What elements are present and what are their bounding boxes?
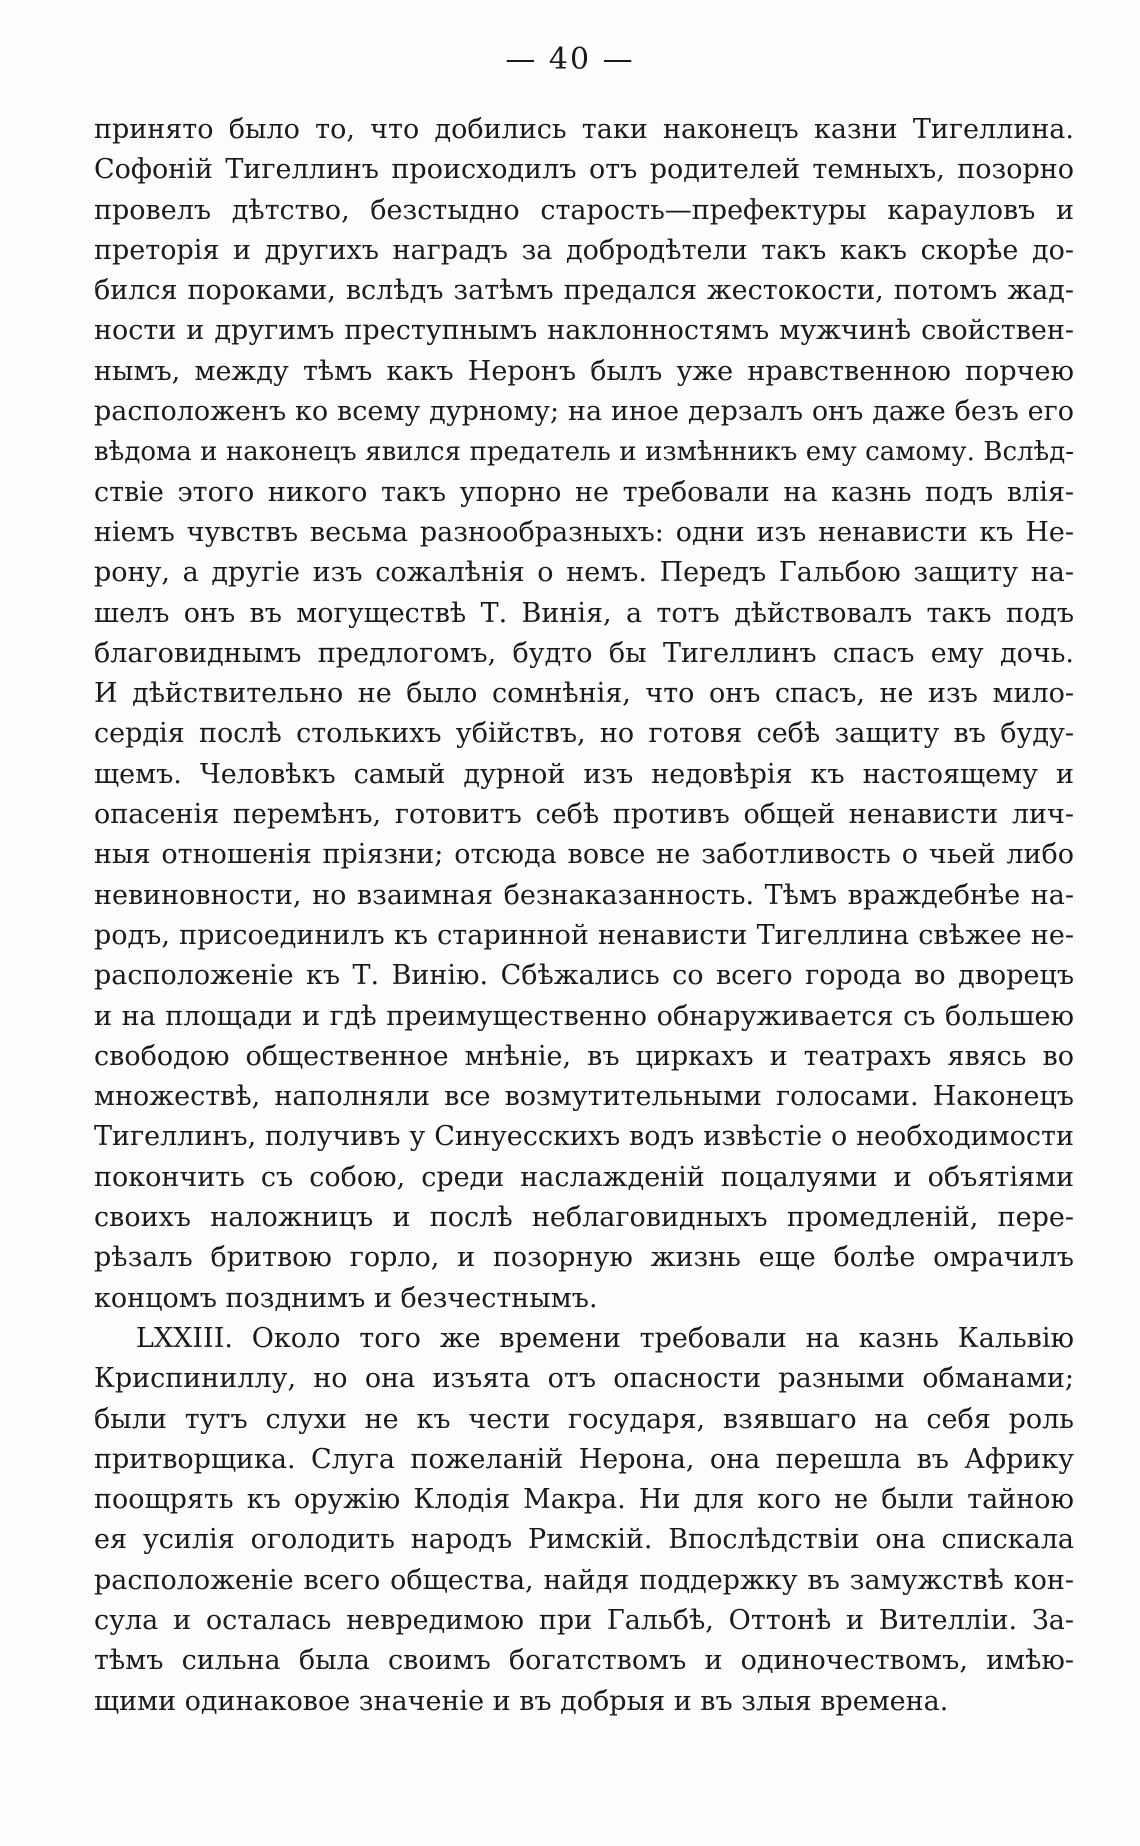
text-line: щемъ. Человѣкъ самый дурной изъ недовѣрія къ настоящему и (94, 758, 1074, 790)
text-line: бился пороками, вслѣдъ затѣмъ предался жестокости, потомъ жад- (94, 275, 1074, 307)
text-line: ствіе этого никого такъ упорно не требовали на казнь подъ влія- (94, 476, 1074, 508)
text-line: шелъ онъ въ могуществѣ Т. Винія, а тотъ дѣйствовалъ такъ подъ (94, 597, 1074, 629)
text-line: Криспиниллу, но она изъята отъ опасности разными обманами; (94, 1363, 1074, 1395)
text-line: тѣмъ сильна была своимъ богатствомъ и одиночествомъ, имѣю- (94, 1645, 1074, 1677)
text-line: расположеніе къ Т. Винію. Сбѣжались со всего города во дворецъ (94, 960, 1074, 992)
text-line: Тигеллинъ, получивъ у Синуесскихъ водъ извѣстіе о необходимости (94, 1121, 1074, 1153)
text-line: концомъ позднимъ и безчестнымъ. (94, 1282, 598, 1314)
text-line: ея усилія оголодить народъ Римскій. Впослѣдствіи она спискала (94, 1524, 1074, 1556)
text-line: благовиднымъ предлогомъ, будто бы Тигеллинъ спасъ ему дочь. (94, 637, 1074, 669)
text-line: рѣзалъ бритвою горло, и позорную жизнь еще болѣе омрачилъ (94, 1242, 1074, 1274)
text-line: сердія послѣ столькихъ убійствъ, но готовя себѣ защиту въ буду- (94, 718, 1074, 750)
text-line: И дѣйствительно не было сомнѣнія, что онъ спасъ, не изъ мило- (94, 678, 1074, 710)
text-line: ніемъ чувствъ весьма разнообразныхъ: одни изъ ненависти къ Не- (94, 516, 1074, 548)
text-line: принято было то, что добились таки наконецъ казни Тигеллина. (94, 114, 1074, 145)
text-line: Софоній Тигеллинъ происходилъ отъ родителей темныхъ, позорно (94, 154, 1074, 186)
text-line: расположенъ ко всему дурному; на иное дерзалъ онъ даже безъ его (94, 396, 1074, 428)
text-line: были тутъ слухи не къ чести государя, взявшаго на себя роль (94, 1403, 1074, 1435)
text-line: свободою общественное мнѣніе, въ циркахъ и театрахъ явясь во (94, 1040, 1074, 1072)
text-line: преторія и другихъ наградъ за добродѣтели такъ какъ скорѣе до- (94, 234, 1074, 266)
text-line: нымъ, между тѣмъ какъ Неронъ былъ уже нравственною порчею (94, 355, 1074, 387)
text-line: вѣдома и наконецъ явился предатель и измѣнникъ ему самому. Вслѣд- (94, 437, 1074, 468)
text-line: сула и осталась невредимою при Гальбѣ, Оттонѣ и Вителліи. За- (94, 1604, 1074, 1636)
body-text (94, 110, 1074, 1722)
text-line: множествѣ, наполняли все возмутительными голосами. Наконецъ (94, 1081, 1074, 1113)
text-line: поощрять къ оружію Клодія Макра. Ни для кого не были тайною (94, 1484, 1074, 1516)
text-line: ности и другимъ преступнымъ наклонностямъ мужчинѣ свойствен- (94, 315, 1074, 347)
text-line: невиновности, но взаимная безнаказанность. Тѣмъ враждебнѣе на- (94, 879, 1074, 911)
text-line: своихъ наложницъ и послѣ неблаговидныхъ промедленій, пере- (94, 1202, 1074, 1234)
text-line: притворщика. Слуга пожеланій Нерона, она перешла въ Африку (94, 1443, 1074, 1475)
text-line: LXXIII. Около того же времени требовали на казнь Кальвію (136, 1322, 1074, 1354)
text-line: и на площади и гдѣ преимущественно обнаруживается съ большею (94, 1000, 1074, 1032)
text-line: провелъ дѣтство, безстыдно старость—префектуры карауловъ и (94, 194, 1074, 226)
page-number: — 40 — (505, 42, 635, 77)
text-line: опасенія перемѣнъ, готовитъ себѣ противъ общей ненависти лич- (94, 799, 1074, 831)
paragraph-2 (94, 1319, 1074, 1722)
text-line: рону, а другіе изъ сожалѣнія о немъ. Передъ Гальбою защиту на- (94, 557, 1074, 589)
text-line: расположеніе всего общества, найдя поддержку въ замужствѣ кон- (94, 1564, 1074, 1596)
paragraph-1 (94, 110, 1074, 1319)
text-line: родъ, присоединилъ къ старинной ненависти Тигеллина свѣжее не- (94, 919, 1074, 951)
text-line: ныя отношенія пріязни; отсюда вовсе не заботливость о чьей либо (94, 839, 1074, 871)
text-line: щими одинаковое значеніе и въ добрыя и въ злыя времена. (94, 1685, 949, 1717)
text-line: покончить съ собою, среди наслажденій поцалуями и объятіями (94, 1161, 1074, 1193)
